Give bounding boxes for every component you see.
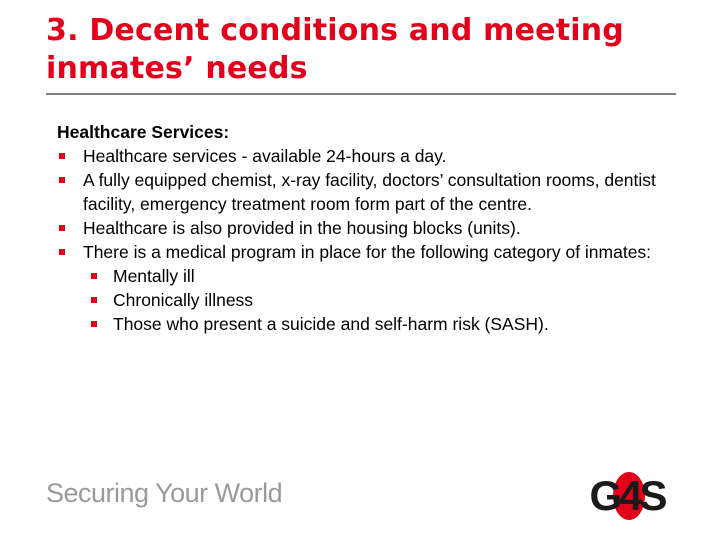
bullet-item	[57, 216, 697, 240]
bullet-list	[57, 144, 697, 336]
sub-bullet-text: Chronically illness	[113, 290, 254, 310]
sub-bullet-list	[83, 264, 697, 336]
sub-bullet-icon	[91, 321, 97, 327]
sub-bullet-icon	[91, 273, 97, 279]
bullet-item	[57, 240, 697, 336]
g4s-logo	[571, 470, 683, 522]
section-heading: Healthcare Services:	[57, 122, 230, 142]
logo-text: G4S	[589, 472, 665, 519]
title-divider	[46, 93, 676, 95]
sub-bullet-text: Mentally ill	[113, 266, 195, 286]
bullet-icon	[59, 153, 65, 159]
bullet-icon	[59, 225, 65, 231]
footer-tagline: Securing Your World	[46, 478, 283, 508]
sub-bullet-text: Those who present a suicide and self-harm risk (SASH).	[113, 314, 549, 334]
sub-bullet-item	[83, 288, 697, 312]
bullet-icon	[59, 177, 65, 183]
bullet-item	[57, 144, 697, 168]
sub-bullet-item	[83, 312, 697, 336]
bullet-text: A fully equipped chemist, x-ray facility, doctors’ consultation rooms, dentist facility, emergency treatment room form part of the centre.	[83, 170, 656, 214]
sub-bullet-icon	[91, 297, 97, 303]
slide-body	[57, 120, 697, 336]
bullet-text: Healthcare services - available 24-hours a day.	[83, 146, 447, 166]
sub-bullet-item	[83, 264, 697, 288]
bullet-text: Healthcare is also provided in the housing blocks (units).	[83, 218, 521, 238]
slide-title: 3. Decent conditions and meeting inmates’ needs	[46, 13, 624, 86]
bullet-icon	[59, 249, 65, 255]
bullet-item	[57, 168, 697, 216]
bullet-text: There is a medical program in place for the following category of inmates:	[83, 242, 652, 262]
